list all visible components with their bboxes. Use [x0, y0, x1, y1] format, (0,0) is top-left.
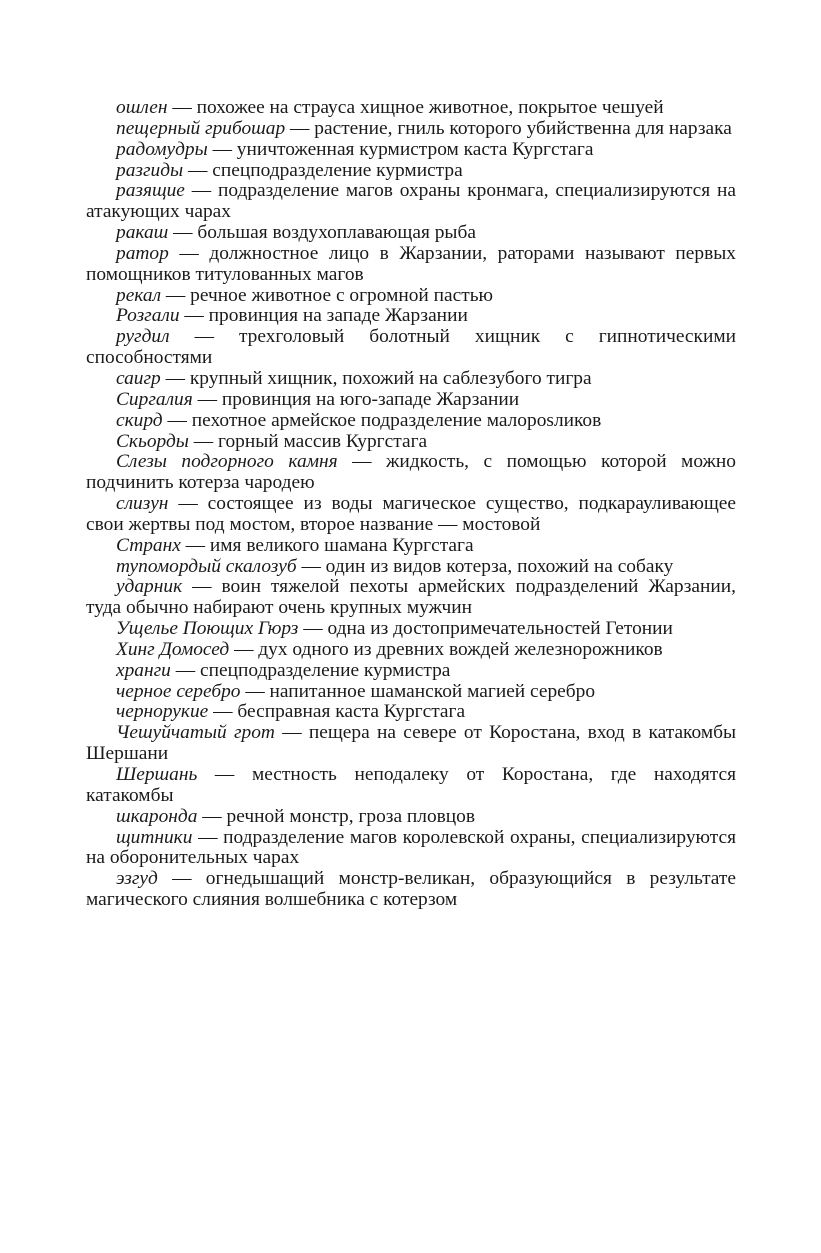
glossary-definition: — провинция на западе Жарзании — [179, 305, 468, 327]
glossary-entry — [86, 161, 736, 182]
glossary-term: Сиргалия — [116, 388, 193, 410]
glossary-definition: — трехголовый болотный хищник с гипнотическими способностями — [86, 326, 736, 369]
glossary-term: черное серебро — [116, 680, 241, 702]
glossary-entry — [86, 869, 736, 911]
glossary-term: шкаронда — [116, 805, 198, 827]
glossary-definition: — похожее на страуса хищное животное, покрытое чешуей — [167, 97, 664, 118]
glossary-definition: — подразделение магов королевской охраны, специализируются на оборонительных чарах — [86, 826, 736, 869]
glossary-entry — [86, 327, 736, 369]
glossary-definition: — один из видов котерза, похожий на собаку — [296, 555, 674, 577]
glossary-term: Розгали — [116, 305, 180, 327]
glossary-term: ругдил — [116, 326, 170, 348]
glossary-term: чернорукие — [116, 701, 209, 723]
glossary-entry — [86, 390, 736, 411]
glossary-definition: — спецподразделение курмистра — [170, 659, 451, 681]
glossary-definition: — большая воздухоплавающая рыба — [168, 222, 476, 244]
glossary-term: Хинг Домосед — [116, 638, 230, 660]
glossary-definition: — местность неподалеку от Коростана, где находятся катакомбы — [86, 764, 736, 806]
glossary-entry — [86, 682, 736, 703]
glossary-term: Странх — [116, 534, 181, 556]
glossary-entry — [86, 661, 736, 682]
glossary-definition: — спецподразделение курмистра — [183, 159, 463, 181]
glossary-entry — [86, 828, 736, 870]
glossary-term: рекал — [116, 284, 162, 306]
glossary-definition: — пещера на севере от Коростана, вход в катакомбы Шершани — [86, 722, 736, 765]
glossary-entry — [86, 702, 736, 723]
glossary-definition: — огнедышащий монстр-великан, образующийся в результате магического слияния волшебника с котерзом — [86, 868, 736, 911]
glossary-entry — [86, 577, 736, 619]
glossary-entry — [86, 181, 736, 223]
glossary-definition: — речной монстр, гроза пловцов — [197, 805, 476, 827]
glossary-definition: — дух одного из древних вождей железнорожников — [229, 638, 663, 660]
glossary-term: Слезы подгорного камня — [116, 451, 338, 473]
glossary-term: ракаш — [116, 222, 169, 244]
glossary-term: Ущелье Поющих Гюрз — [116, 618, 299, 640]
glossary-entry — [86, 432, 736, 453]
glossary-entry — [86, 369, 736, 390]
glossary-term: разящие — [116, 180, 185, 202]
glossary-entry — [86, 765, 736, 807]
glossary-definition: — растение, гниль которого убийственна для нарзака — [285, 117, 732, 139]
glossary-term: ошлен — [116, 97, 168, 118]
glossary-term: Чешуйчатый грот — [116, 722, 275, 744]
glossary-entry — [86, 119, 736, 140]
glossary-term: тупомордый скалозуб — [116, 555, 297, 577]
glossary-entry — [86, 494, 736, 536]
glossary-term: Шершань — [116, 764, 198, 785]
glossary-term: эзгуд — [116, 868, 158, 890]
glossary-entry — [86, 619, 736, 640]
glossary-term: скирд — [116, 409, 163, 431]
glossary-definition: — крупный хищник, похожий на саблезубого тигра — [160, 367, 592, 389]
glossary-definition: — горный массив Кургстага — [188, 430, 428, 452]
glossary-entry — [86, 557, 736, 578]
glossary-entry — [86, 723, 736, 765]
glossary-definition: — имя великого шамана Кургстага — [180, 534, 474, 556]
glossary-entry — [86, 244, 736, 286]
glossary-term: ратор — [116, 242, 169, 264]
glossary-definition: — должностное лицо в Жарзании, раторами называют первых помощников титулованных магов — [86, 242, 736, 285]
glossary-entry — [86, 807, 736, 828]
glossary-entry — [86, 411, 736, 432]
glossary-definition: — бесправная каста Кургстага — [208, 701, 466, 723]
glossary-text — [86, 98, 736, 911]
glossary-entry — [86, 98, 736, 119]
glossary-definition: — жидкость, с помощью которой можно подчинить котерза чародею — [86, 451, 736, 494]
glossary-term: хранги — [116, 659, 171, 681]
glossary-definition: — пехотное армейское подразделение малорosликов — [162, 409, 602, 431]
glossary-definition: — подразделение магов охраны кронмага, специализируются на атакующих чарах — [86, 180, 736, 223]
glossary-entry — [86, 536, 736, 557]
glossary-definition: — одна из достопримечательностей Гетонии — [298, 618, 673, 640]
glossary-definition: — речное животное с огромной пастью — [161, 284, 494, 306]
glossary-entry — [86, 140, 736, 161]
glossary-term: саигр — [116, 367, 161, 389]
glossary-term: радомудры — [116, 138, 208, 160]
glossary-entry — [86, 286, 736, 307]
glossary-entry — [86, 306, 736, 327]
glossary-definition: — напитанное шаманской магией серебро — [240, 680, 596, 702]
glossary-term: слизун — [116, 493, 169, 515]
glossary-term: разгиды — [116, 159, 184, 181]
glossary-entry — [86, 640, 736, 661]
glossary-definition: — воин тяжелой пехоты армейских подразделений Жарзании, туда обычно набирают очень крупных мужчин — [86, 576, 736, 619]
glossary-term: щитники — [116, 826, 193, 848]
glossary-term: Скьорды — [116, 430, 189, 452]
glossary-term: ударник — [116, 576, 183, 598]
glossary-entry — [86, 452, 736, 494]
glossary-definition: — уничтоженная курмистром каста Кургстага — [207, 138, 594, 160]
glossary-term: пещерный грибошар — [116, 117, 286, 139]
glossary-definition: — состоящее из воды магическое существо, подкарауливающее свои жертвы под мостом, второе название — мостовой — [86, 493, 736, 535]
glossary-entry — [86, 223, 736, 244]
glossary-definition: — провинция на юго-западе Жарзании — [192, 388, 520, 410]
